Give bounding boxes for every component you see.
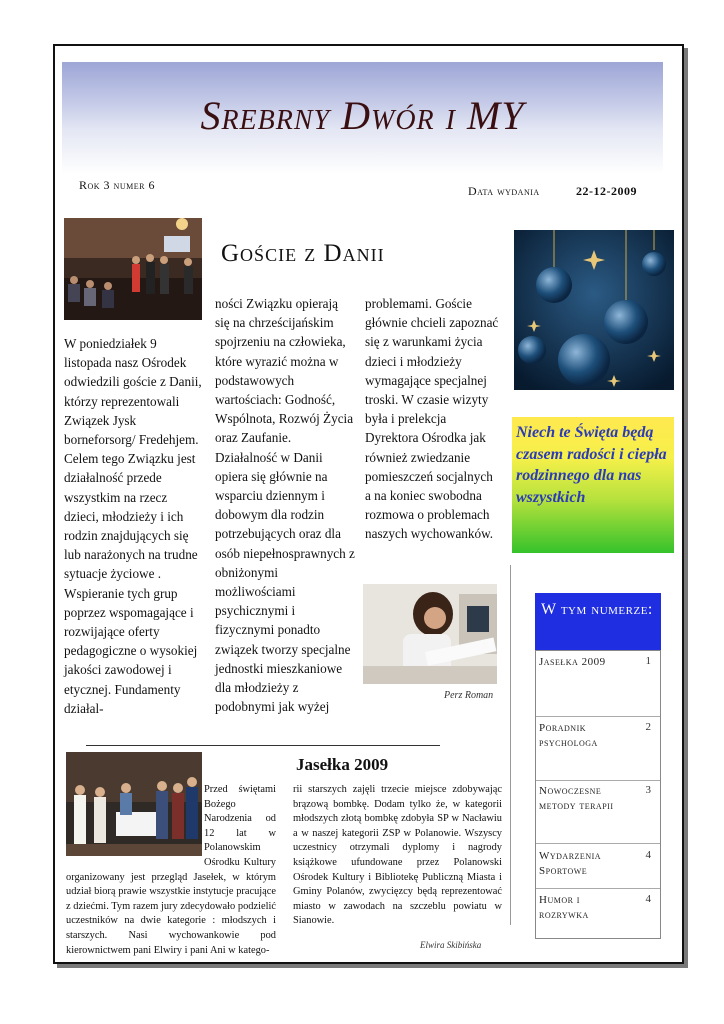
toc-item-label[interactable]: Humor i rozrywka — [539, 894, 589, 921]
article-guests-col1: W poniedziałek 9 listopada nasz Ośrodek odwiedzili goście z Danii, którzy reprezentowali Związek Jysk borneforsorg/ Fredehjem. Celem tego Związku jest działalność przede wszystkim na rzecz dzieci, młodzieży i ich rodzin znajdujących się lub narażonych na trudne sytuacje życiowe . Wspieranie tych grup poprzez wspomagające i rozwijające oferty pedagogiczne o wysokiej jakości zawodowej i etycznej. Fundamenty działal- — [64, 336, 202, 716]
column-divider — [510, 565, 511, 925]
guests-photo — [64, 218, 202, 320]
toc-divider — [536, 716, 660, 717]
toc-item-page: 4 — [645, 849, 651, 861]
director-photo — [363, 584, 497, 684]
photo-caption: Perz Roman — [444, 690, 494, 701]
christmas-ornaments-image — [514, 230, 674, 390]
toc-item-label[interactable]: Nowoczesne metody terapii — [539, 785, 614, 812]
toc-item-label[interactable]: Wydarzenia Sportowe — [539, 850, 602, 877]
toc-item-page: 3 — [645, 784, 651, 796]
toc-divider — [536, 843, 660, 844]
article-author: Elwira Skibińska — [420, 940, 482, 950]
toc-divider — [536, 780, 660, 781]
toc-item-label[interactable]: Jasełka 2009 — [539, 656, 606, 668]
issue-date-label: Data wydania — [468, 184, 540, 198]
toc-item-page: 2 — [645, 721, 651, 733]
toc-item-page: 1 — [645, 655, 651, 667]
article-guests-col2: ności Związku opierają się na chrześcijańskim spojrzeniu na człowieka, które wyrazić można w podstawowych wartościach: Godność, Wspólnota, Rozwój Życia oraz Zaufanie. Działalność w Danii opiera się głównie na wsparciu dziennym i dobowym dla rodzin potrzebujących oraz dla osób niepełnosprawnych z obniżonymi możliwościami psychicznymi i fizycznymi ponadto związek tworzy specjalne jednostki mieszkaniowe dla młodzieży z podobnymi jak wyżej — [215, 296, 355, 715]
section-divider — [86, 745, 440, 746]
article-title-jaselka: Jasełka 2009 — [296, 755, 389, 774]
toc-heading: W tym numerze: — [541, 601, 653, 618]
article-jaselka-col2: rii starszych zajęli trzecie miejsce zdobywając brązową bombkę. Dodam tylko że, w kategorii młodszych złotą bombkę zdobyła SP w Nacławiu a w naszej kategorii ZSP w Polanowie. Wszyscy uczestnicy otrzymali dyplomy i nagrody książkowe ufundowane przez Polanowski Ośrodek Kultury i Bibliotekę Publiczną Miasta i Gminy Polanów, zwycięzcy będą reprezentować miasto w zawodach na szczeblu powiatu w Sianowie. — [293, 784, 502, 927]
article-jaselka-col1-wrap — [66, 783, 276, 958]
toc-item-label[interactable]: Poradnik psychologa — [539, 722, 598, 749]
issue-number: Rok 3 numer 6 — [79, 178, 155, 192]
issue-date: 22-12-2009 — [576, 184, 637, 198]
newsletter-title: Srebrny Dwór i MY — [200, 93, 525, 138]
article-jaselka-col1: Przed świętami Bożego Narodzenia od 12 lat w Polanowskim Ośrodku Kultury organizowany jest przegląd Jasełek, w którym udział biorą prawie wszystkie instytucje pracujące z dziećmi. Tym razem jury zdecydowało podzielić uczestników na dwie kategorie : młodszych i starszych. Nasi wychowankowie pod kierownictwem pani Elwiry i pani Ani w katego- — [66, 784, 276, 956]
greeting-text: Niech te Święta będą czasem radości i ciepła rodzinnego dla nas wszystkich — [516, 424, 667, 506]
photo-float-spacer — [66, 783, 204, 859]
article-guests-col3: problemami. Goście głównie chcieli zapoznać się z warunkami życia dzieci i młodzieży wymagające specjalnej troski. W czasie wizyty była i prelekcja Dyrektora Ośrodka jak również zwiedzanie pomieszczeń socjalnych a na koniec swobodna rozmowa o problemach naszych wychowanków. — [365, 296, 499, 542]
article-title-guests: Goście z Danii — [221, 240, 385, 267]
toc-item-page: 4 — [645, 893, 651, 905]
toc-divider — [536, 888, 660, 889]
